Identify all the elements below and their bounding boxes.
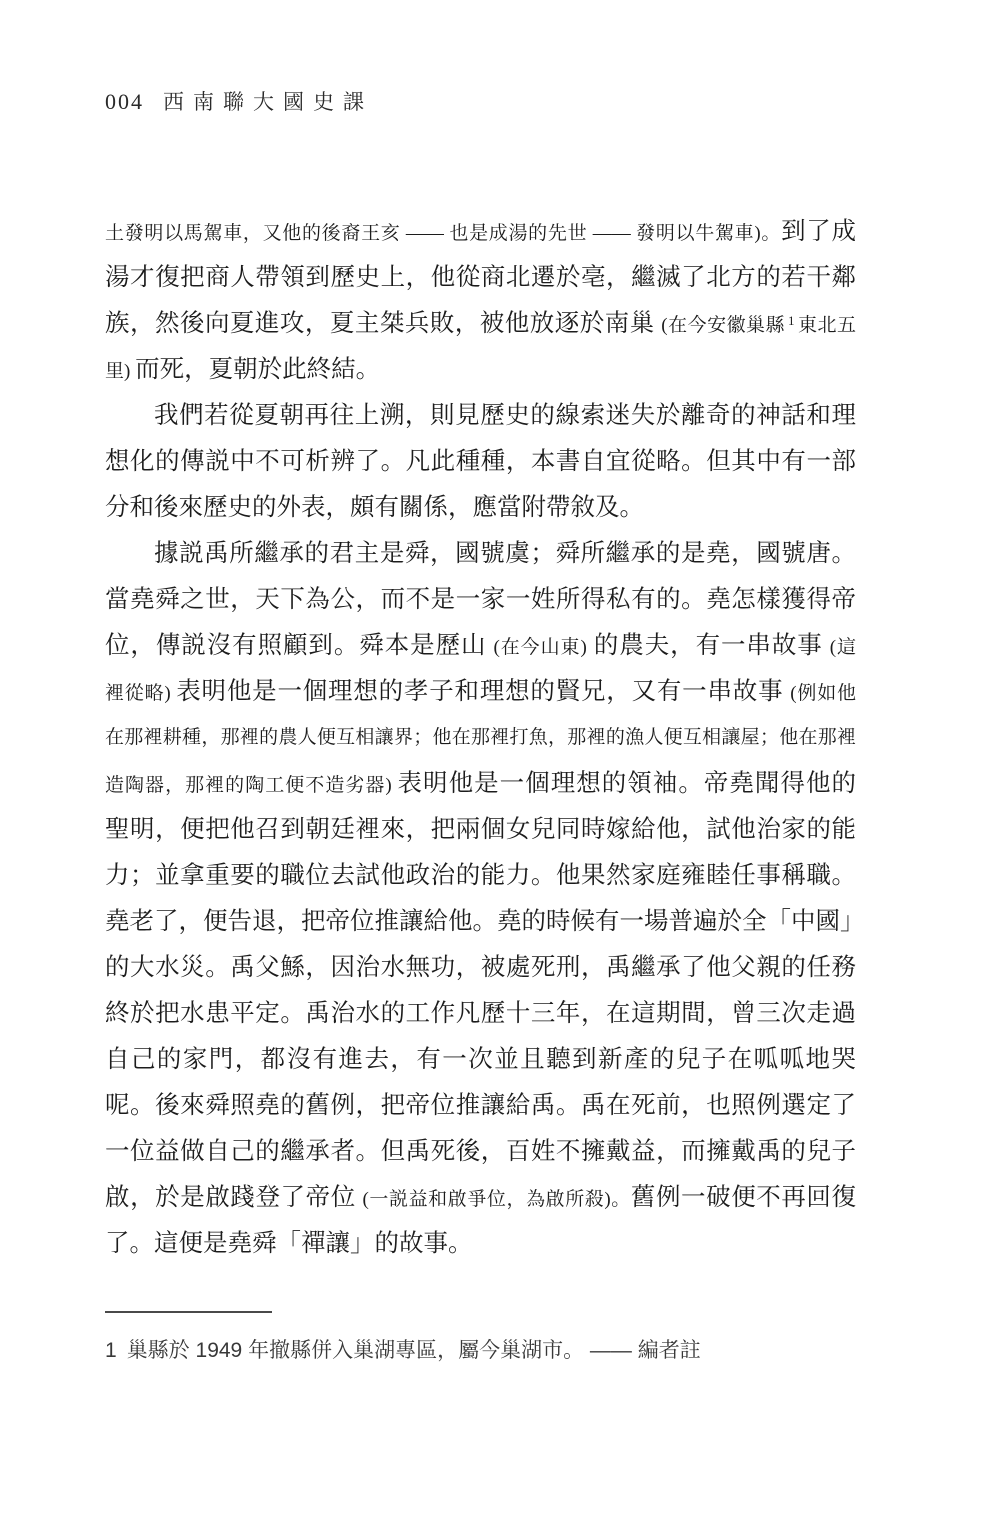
- text-line: [105, 301, 856, 347]
- running-head: [105, 86, 373, 116]
- inline-note-text: 裡從略): [105, 683, 177, 704]
- text-line: [105, 485, 856, 531]
- footnote-divider: [105, 1311, 272, 1313]
- main-text: 表明他是一個理想的孝子和理想的賢兄，又有一串故事: [176, 678, 791, 705]
- text-line: [105, 1083, 856, 1129]
- book-title: 西南聯大國史課: [163, 90, 373, 114]
- main-text: 位，傳説沒有照顧到。舜本是歷山: [105, 632, 494, 659]
- text-line: [105, 991, 856, 1037]
- inline-note-text: 在那裡耕種，那裡的農人便互相讓界；他在那裡打魚，那裡的漁人便互相讓屋；他在那裡: [105, 727, 856, 748]
- text-line: [105, 623, 856, 669]
- main-text: 當堯舜之世，天下為公，而不是一家一姓所得私有的。堯怎樣獲得帝: [105, 586, 856, 613]
- text-line: [105, 945, 856, 991]
- main-text: 表明他是一個理想的領袖。帝堯聞得他的: [397, 770, 857, 797]
- main-text: 力；並拿重要的職位去試他政治的能力。他果然家庭雍睦任事稱職。: [105, 862, 856, 889]
- main-text: 舊例一破便不再回復: [630, 1184, 857, 1211]
- main-text: 一位益做自己的繼承者。但禹死後，百姓不擁戴益，而擁戴禹的兒子: [105, 1138, 856, 1165]
- inline-note-text: 土發明以馬駕車，又他的後裔王亥 —— 也是成湯的先世 —— 發明以牛駕車)。: [105, 223, 782, 244]
- footnote-reference: 1: [788, 312, 795, 328]
- main-text: 了。這便是堯舜「禪讓」的故事。: [105, 1230, 473, 1257]
- body-text: [105, 209, 865, 1267]
- text-line: [105, 439, 856, 485]
- main-text: 湯才復把商人帶領到歷史上，他從商北遷於亳，繼滅了北方的若干鄰: [105, 264, 856, 291]
- text-line: [105, 853, 856, 899]
- main-text: 族，然後向夏進攻，夏主桀兵敗，被他放逐於南巢: [105, 310, 662, 337]
- text-line: [105, 807, 856, 853]
- text-line: [105, 577, 856, 623]
- inline-note-text: (在今山東): [493, 637, 587, 658]
- main-text: 我們若從夏朝再往上溯，則見歷史的線索迷失於離奇的神話和理: [154, 402, 856, 429]
- main-text: 終於把水患平定。禹治水的工作凡歷十三年，在這期間，曾三次走過: [105, 1000, 856, 1027]
- main-text: 自己的家門，都沒有進去，有一次並且聽到新產的兒子在呱呱地哭: [105, 1046, 856, 1073]
- page-number: 004: [105, 89, 144, 114]
- main-text: 而死，夏朝於此終結。: [135, 356, 381, 383]
- text-line: [105, 1221, 856, 1267]
- main-text: 呢。後來舜照堯的舊例，把帝位推讓給禹。禹在死前，也照例選定了: [105, 1092, 856, 1119]
- main-text: 的大水災。禹父鯀，因治水無功，被處死刑，禹繼承了他父親的任務: [105, 954, 856, 981]
- main-text: 分和後來歷史的外表，頗有關係，應當附帶敘及。: [105, 494, 644, 521]
- footnote-text: 巢縣於 1949 年撤縣併入巢湖專區，屬今巢湖市。 —— 編者註: [126, 1339, 701, 1362]
- text-line: [105, 393, 856, 439]
- main-text: 的農夫，有一串故事: [586, 632, 830, 659]
- main-text: 啟，於是啟踐登了帝位: [105, 1184, 363, 1211]
- text-line: [105, 715, 856, 761]
- text-line: [105, 1129, 856, 1175]
- inline-note-text: 造陶器，那裡的陶工便不造劣器): [105, 775, 398, 796]
- main-text: 聖明，便把他召到朝廷裡來，把兩個女兒同時嫁給他，試他治家的能: [105, 816, 856, 843]
- footnote-marker: 1: [105, 1339, 117, 1362]
- inline-note-text: (一説益和啟爭位，為啟所殺)。: [362, 1189, 631, 1210]
- text-line: [105, 761, 856, 807]
- main-text: 堯老了，便告退，把帝位推讓給他。堯的時候有一場普遍於全「中國」: [105, 908, 865, 935]
- main-text: 到了成: [781, 218, 856, 245]
- text-line: [105, 255, 856, 301]
- text-line: [105, 531, 856, 577]
- main-text: 想化的傳説中不可析辨了。凡此種種，本書自宜從略。但其中有一部: [105, 448, 856, 475]
- inline-note-text: (例如他: [790, 683, 857, 704]
- text-line: [105, 899, 865, 945]
- text-line: [105, 347, 856, 393]
- inline-note-text: 里): [105, 361, 136, 382]
- text-line: [105, 1037, 856, 1083]
- text-line: [105, 1175, 856, 1221]
- inline-note-text: 東北五: [797, 315, 856, 336]
- inline-note-text: (這: [829, 637, 857, 658]
- main-text: 據説禹所繼承的君主是舜，國號虞；舜所繼承的是堯，國號唐。: [154, 540, 856, 567]
- inline-note-text: (在今安徽巢縣: [661, 315, 786, 336]
- text-line: [105, 669, 856, 715]
- text-line: [105, 209, 856, 255]
- footnote: [105, 1334, 701, 1364]
